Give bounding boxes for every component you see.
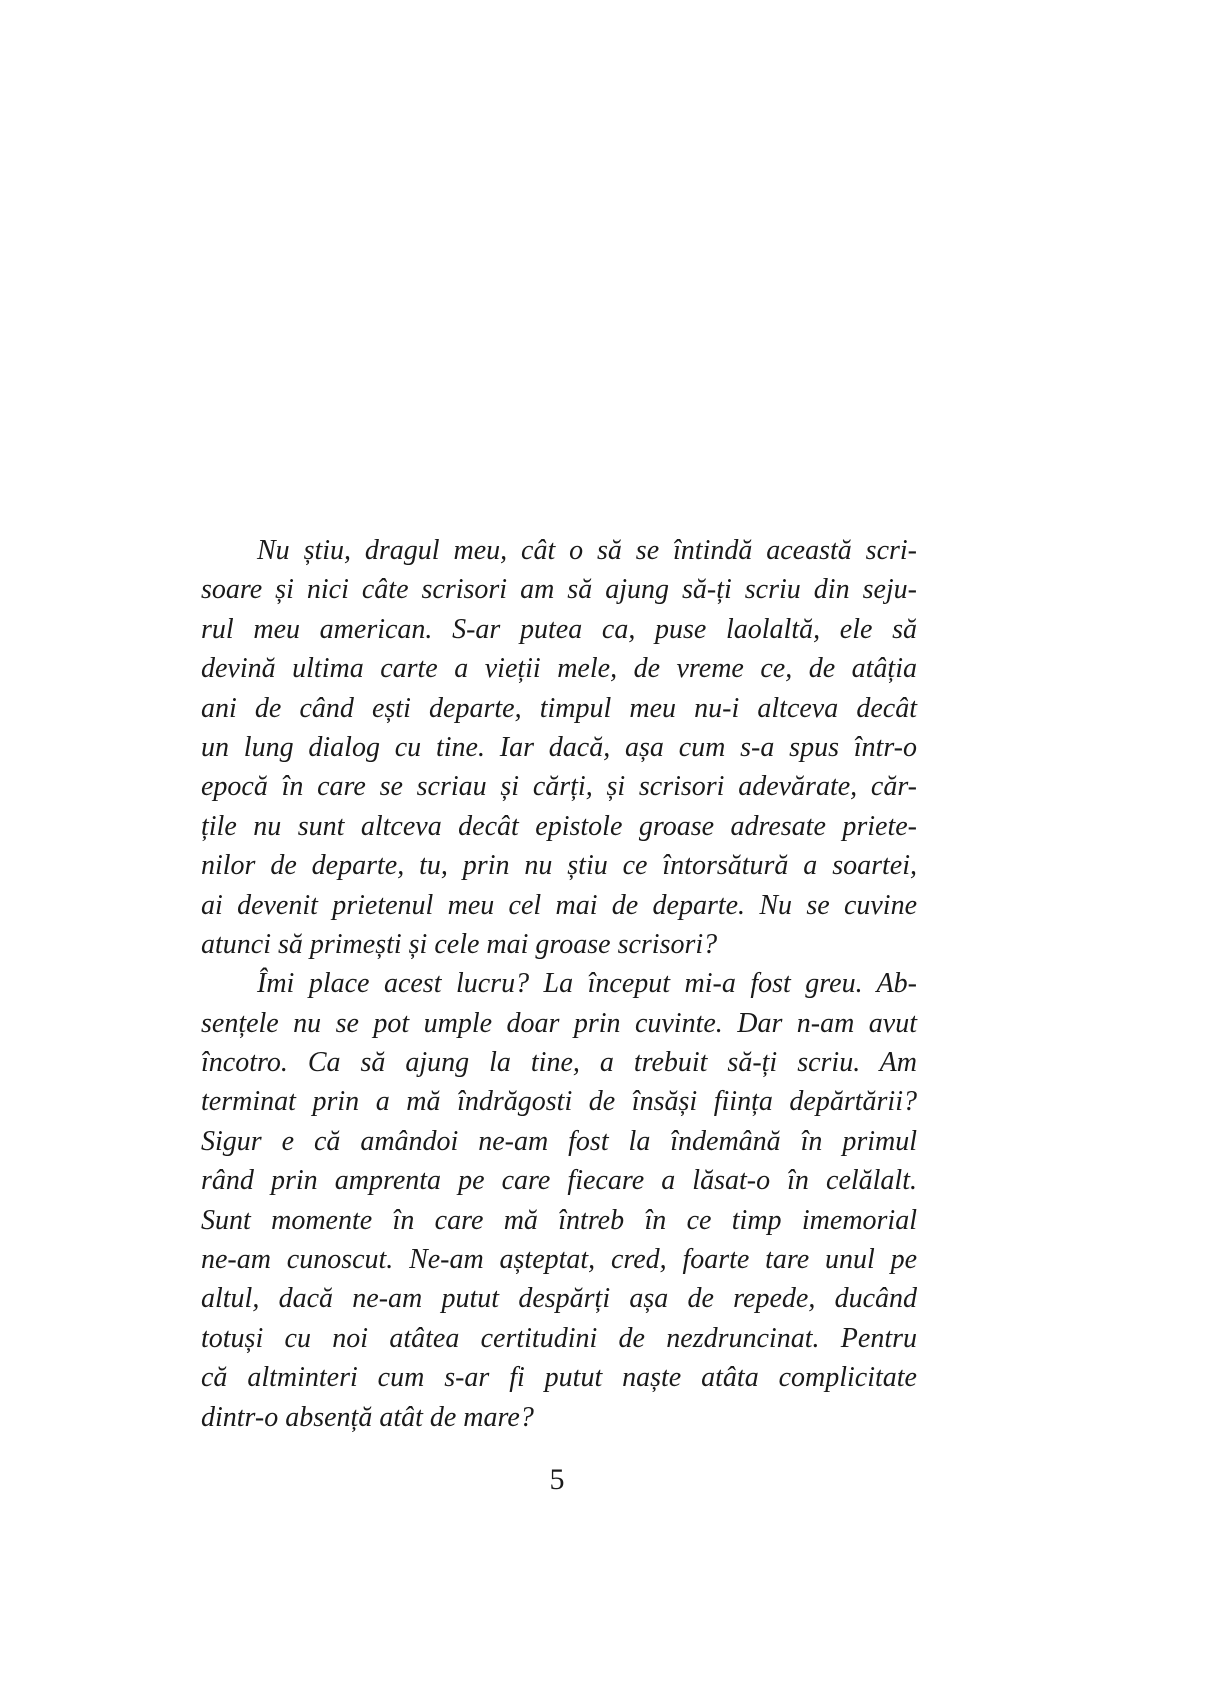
- text-line: dintr-o absență atât de mare?: [201, 1401, 534, 1433]
- text-line: rul meu american. S-ar putea ca, puse laolaltă, ele să: [201, 613, 917, 645]
- text-line: devină ultima carte a vieții mele, de vreme ce, de atâția: [201, 653, 917, 685]
- text-line: totuși cu noi atâtea certitudini de nezdruncinat. Pentru: [201, 1322, 917, 1354]
- text-line: ani de când ești departe, timpul meu nu-i altceva decât: [201, 692, 917, 724]
- text-line: ai devenit prietenul meu cel mai de departe. Nu se cuvine: [201, 889, 917, 921]
- text-line: atunci să primești și cele mai groase scrisori?: [201, 928, 718, 960]
- text-line: rând prin amprenta pe care fiecare a lăsat-o în celălalt.: [201, 1165, 917, 1197]
- text-line: ne-am cunoscut. Ne-am așteptat, cred, foarte tare unul pe: [201, 1244, 917, 1276]
- text-line: Sunt momente în care mă întreb în ce timp imemorial: [201, 1204, 917, 1236]
- text-line: încotro. Ca să ajung la tine, a trebuit să-ți scriu. Am: [201, 1047, 917, 1079]
- page-number: 5: [549, 1463, 565, 1496]
- body-text: [201, 531, 917, 1437]
- text-line: că altminteri cum s-ar fi putut naște atâta complicitate: [201, 1362, 917, 1394]
- text-line: Nu știu, dragul meu, cât o să se întindă această scri-: [257, 535, 917, 566]
- text-line: un lung dialog cu tine. Iar dacă, așa cum s-a spus într-o: [201, 731, 917, 763]
- text-line: altul, dacă ne-am putut despărți așa de repede, ducând: [201, 1283, 917, 1315]
- text-line: epocă în care se scriau și cărți, și scrisori adevărate, căr-: [201, 771, 917, 803]
- text-line: Îmi place acest lucru? La început mi-a fost greu. Ab-: [257, 968, 917, 1000]
- text-line: țile nu sunt altceva decât epistole groase adresate priete-: [201, 810, 917, 842]
- text-line: soare și nici câte scrisori am să ajung să-ți scriu din seju-: [201, 574, 917, 606]
- paragraph: [201, 964, 917, 1437]
- text-line: nilor de departe, tu, prin nu știu ce întorsătură a soartei,: [201, 850, 917, 882]
- text-line: Sigur e că amândoi ne-am fost la îndemână în primul: [201, 1125, 917, 1157]
- text-line: terminat prin a mă îndrăgosti de însăși ființa depărtării?: [201, 1086, 917, 1118]
- text-line: sențele nu se pot umple doar prin cuvinte. Dar n-am avut: [201, 1007, 917, 1039]
- paragraph: [201, 531, 917, 964]
